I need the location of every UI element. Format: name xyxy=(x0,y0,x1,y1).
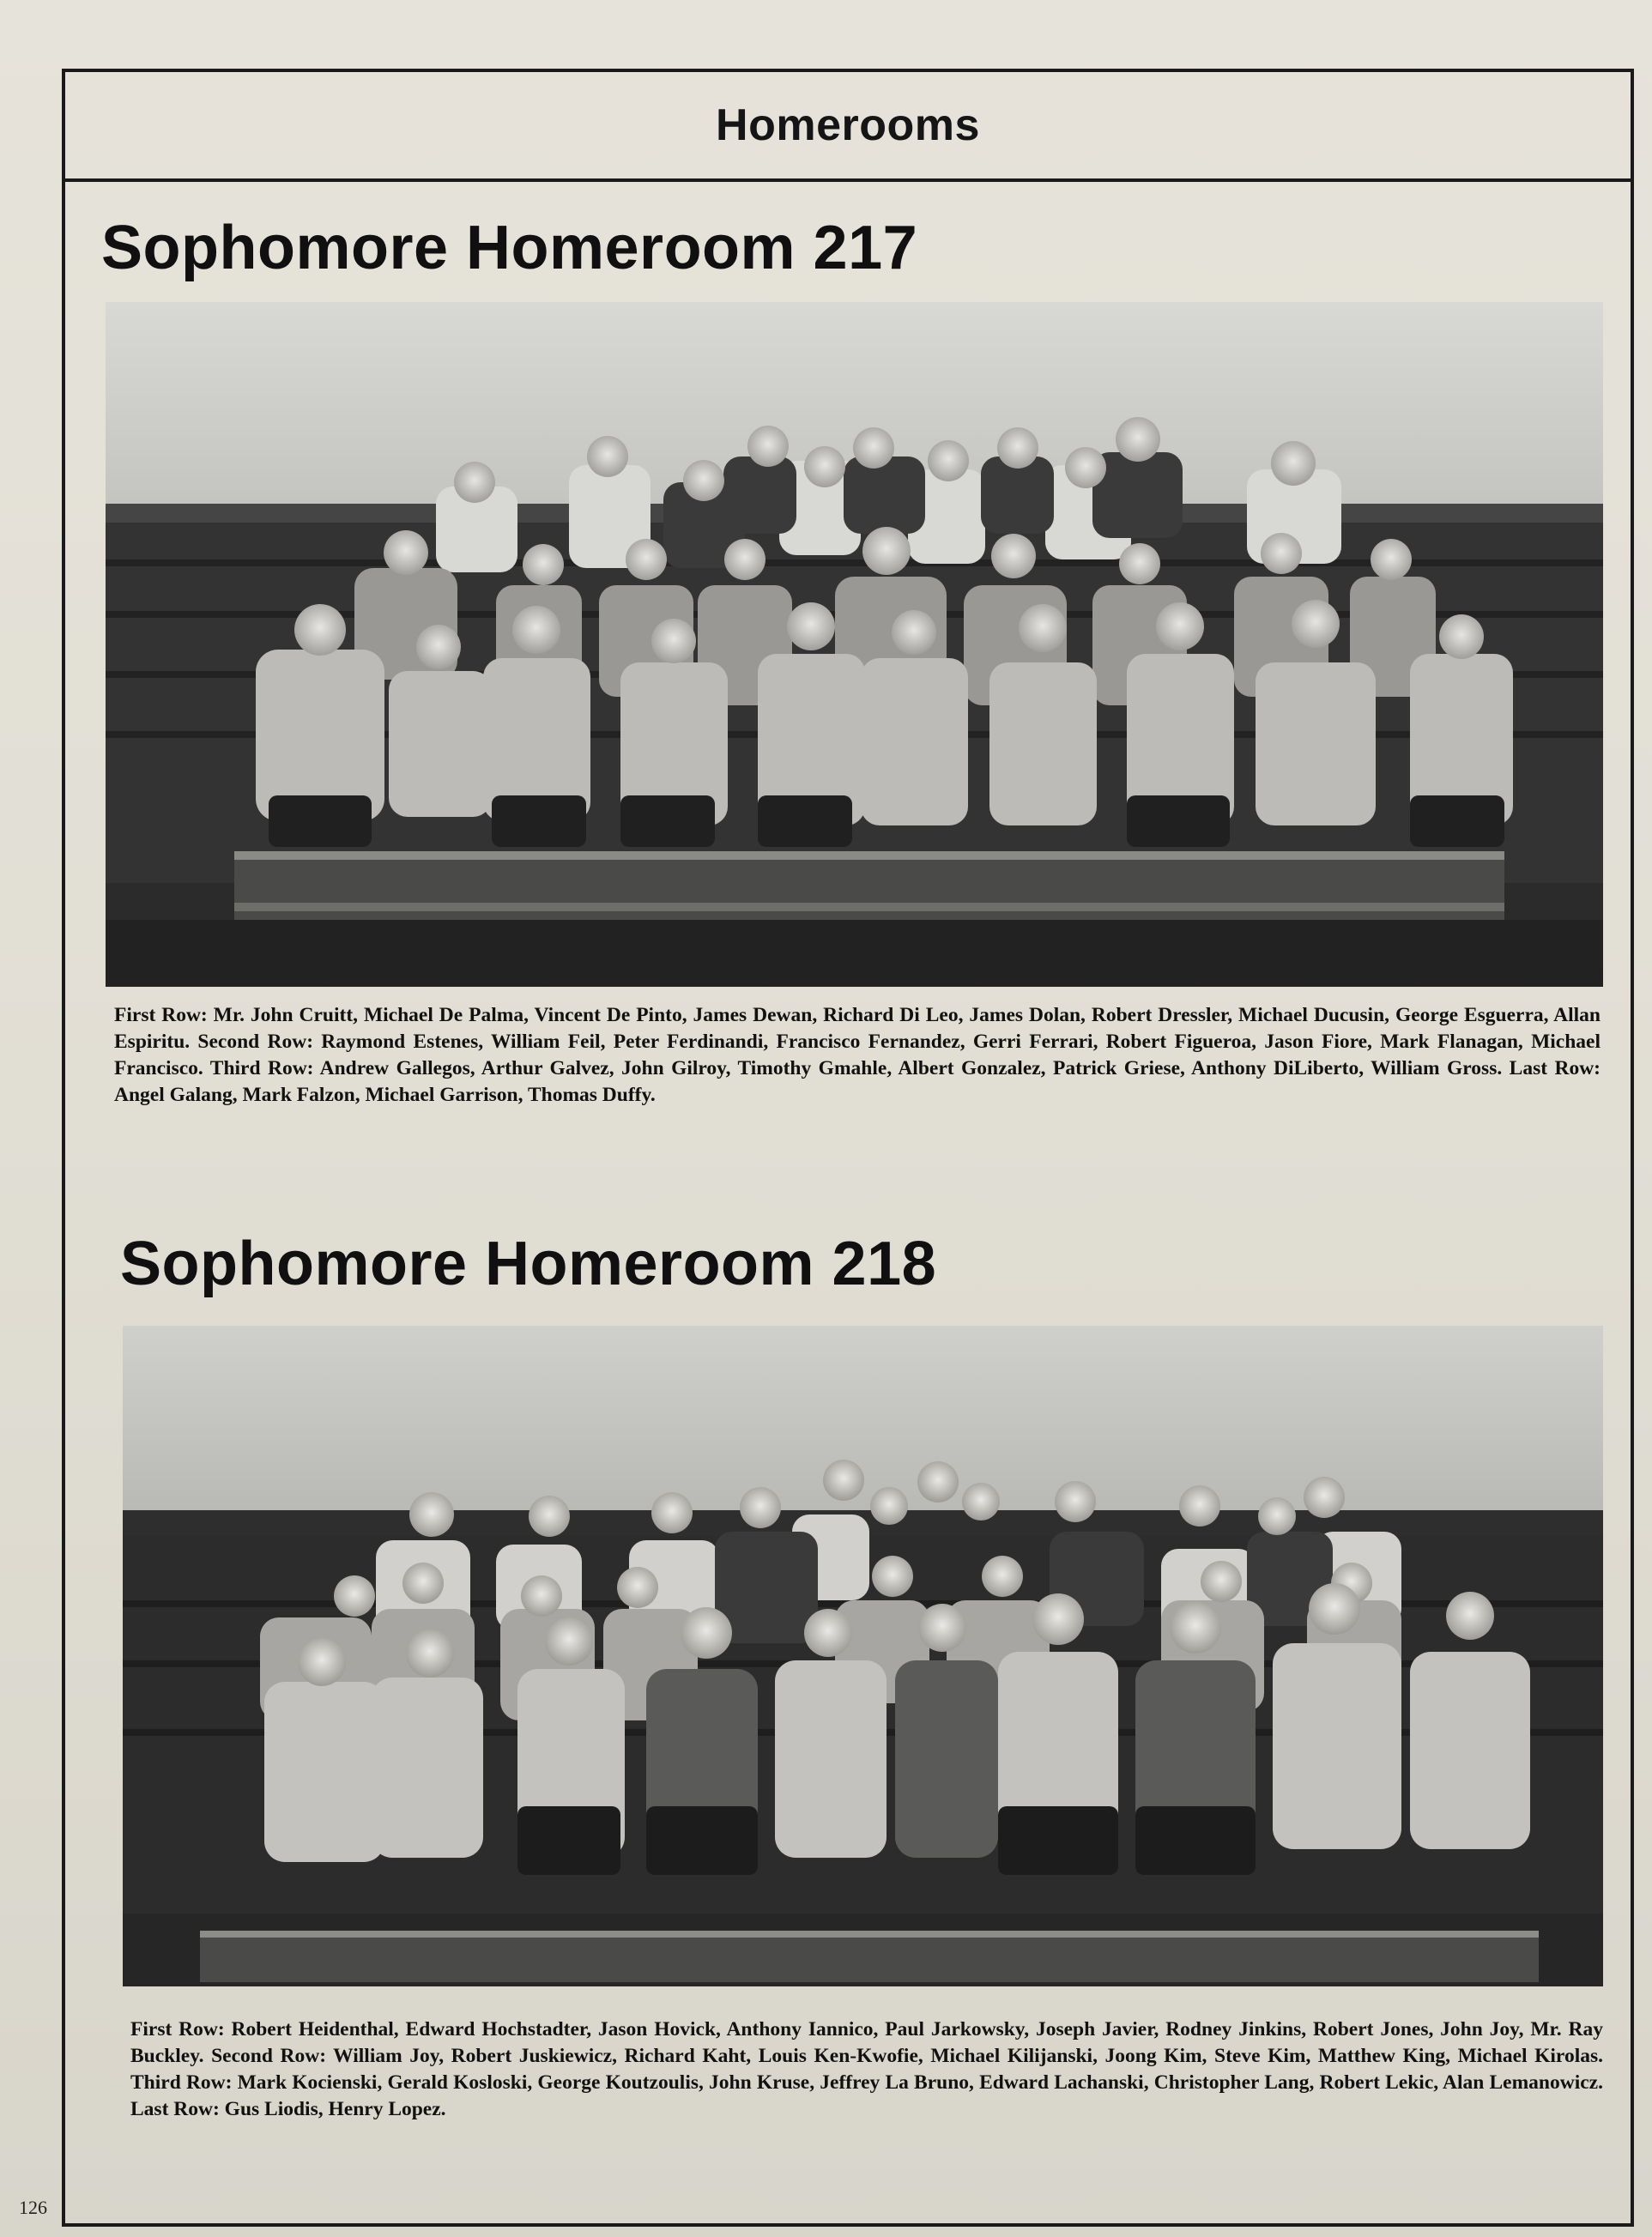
class-photo-217 xyxy=(106,302,1603,987)
class-photo-218-image xyxy=(123,1326,1603,1986)
class-photo-217-image xyxy=(106,302,1603,987)
section-title-217: Sophomore Homeroom 217 xyxy=(101,214,918,282)
caption-217: First Row: Mr. John Cruitt, Michael De Palma, Vincent De Pinto, James Dewan, Richard Di Leo, James Dolan, Robert Dressler, Michael Ducusin, George Esguerra, Allan Espiritu. Second Row: Raymond Estenes, William Feil, Peter Ferdinandi, Francisco Fernandez, Gerri Ferrari, Robert Figueroa, Jason Fiore, Mark Flanagan, Michael Francisco. Third Row: Andrew Gallegos, Arthur Galvez, John Gilroy, Timothy Gmahle, Albert Gonzalez, Patrick Griese, Anthony DiLiberto, William Gross. Last Row: Angel Galang, Mark Falzon, Michael Garrison, Thomas Duffy. xyxy=(114,1004,1601,1106)
header-band xyxy=(65,72,1631,182)
caption-218: First Row: Robert Heidenthal, Edward Hochstadter, Jason Hovick, Anthony Iannico, Paul Jarkowsky, Joseph Javier, Rodney Jinkins, Robert Jones, John Joy, Mr. Ray Buckley. Second Row: William Joy, Robert Juskiewicz, Richard Kaht, Louis Ken-Kwofie, Michael Kilijanski, Joong Kim, Steve Kim, Matthew King, Michael Kirolas. Third Row: Mark Kocienski, Gerald Kosloski, George Koutzoulis, John Kruse, Jeffrey La Bruno, Edward Lachanski, Christopher Lang, Robert Lekic, Alan Lemanowicz. Last Row: Gus Liodis, Henry Lopez. xyxy=(130,2018,1603,2120)
section-title-218: Sophomore Homeroom 218 xyxy=(120,1230,937,1298)
page-header-title: Homerooms xyxy=(716,100,980,150)
class-photo-218 xyxy=(123,1326,1603,1986)
page-number: 126 xyxy=(19,2197,47,2218)
